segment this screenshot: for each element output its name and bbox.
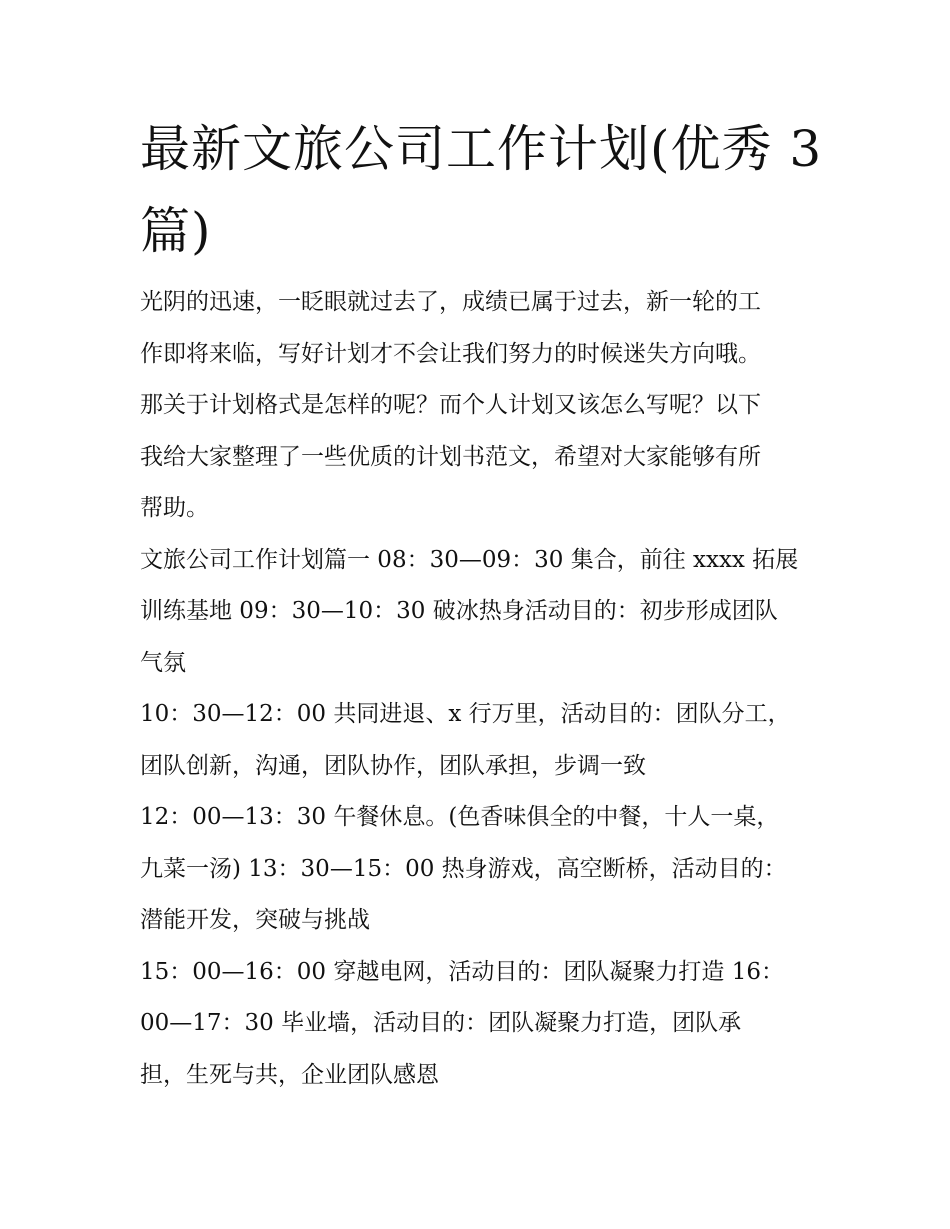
body-line: 那关于计划格式是怎样的呢？而个人计划又该怎么写呢？以下 bbox=[140, 392, 761, 418]
body-line: 光阴的迅速，一眨眼就过去了，成绩已属于过去，新一轮的工 bbox=[140, 289, 761, 315]
document-body bbox=[140, 277, 820, 1101]
body-line: 担，生死与共，企业团队感恩 bbox=[140, 1061, 439, 1088]
body-line: 00—17：30 毕业墙，活动目的：团队凝聚力打造，团队承 bbox=[140, 1010, 742, 1036]
body-line: 作即将来临，写好计划才不会让我们努力的时候迷失方向哦。 bbox=[140, 340, 761, 367]
body-line: 气氛 bbox=[140, 649, 186, 676]
body-line: 文旅公司工作计划篇一 08：30—09：30 集合，前往 xxxx 拓展 bbox=[140, 546, 799, 573]
body-line: 潜能开发，突破与挑战 bbox=[140, 907, 370, 933]
document-title bbox=[140, 108, 823, 272]
body-line: 团队创新，沟通，团队协作，团队承担，步调一致 bbox=[140, 752, 646, 779]
body-line: 我给大家整理了一些优质的计划书范文，希望对大家能够有所 bbox=[140, 443, 761, 470]
title-line: 篇) bbox=[140, 202, 212, 260]
body-line: 10：30—12：00 共同进退、x 行万里，活动目的：团队分工， bbox=[140, 701, 791, 727]
title-line: 最新文旅公司工作计划(优秀 3 bbox=[140, 120, 823, 178]
body-line: 训练基地 09：30—10：30 破冰热身活动目的：初步形成团队 bbox=[140, 598, 778, 624]
body-line: 15：00—16：00 穿越电网，活动目的：团队凝聚力打造 16： bbox=[140, 958, 784, 985]
body-line: 12：00—13：30 午餐休息。(色香味俱全的中餐，十人一桌， bbox=[140, 804, 780, 830]
body-line: 帮助。 bbox=[140, 495, 209, 521]
body-line: 九菜一汤) 13：30—15：00 热身游戏，高空断桥，活动目的： bbox=[140, 855, 787, 882]
